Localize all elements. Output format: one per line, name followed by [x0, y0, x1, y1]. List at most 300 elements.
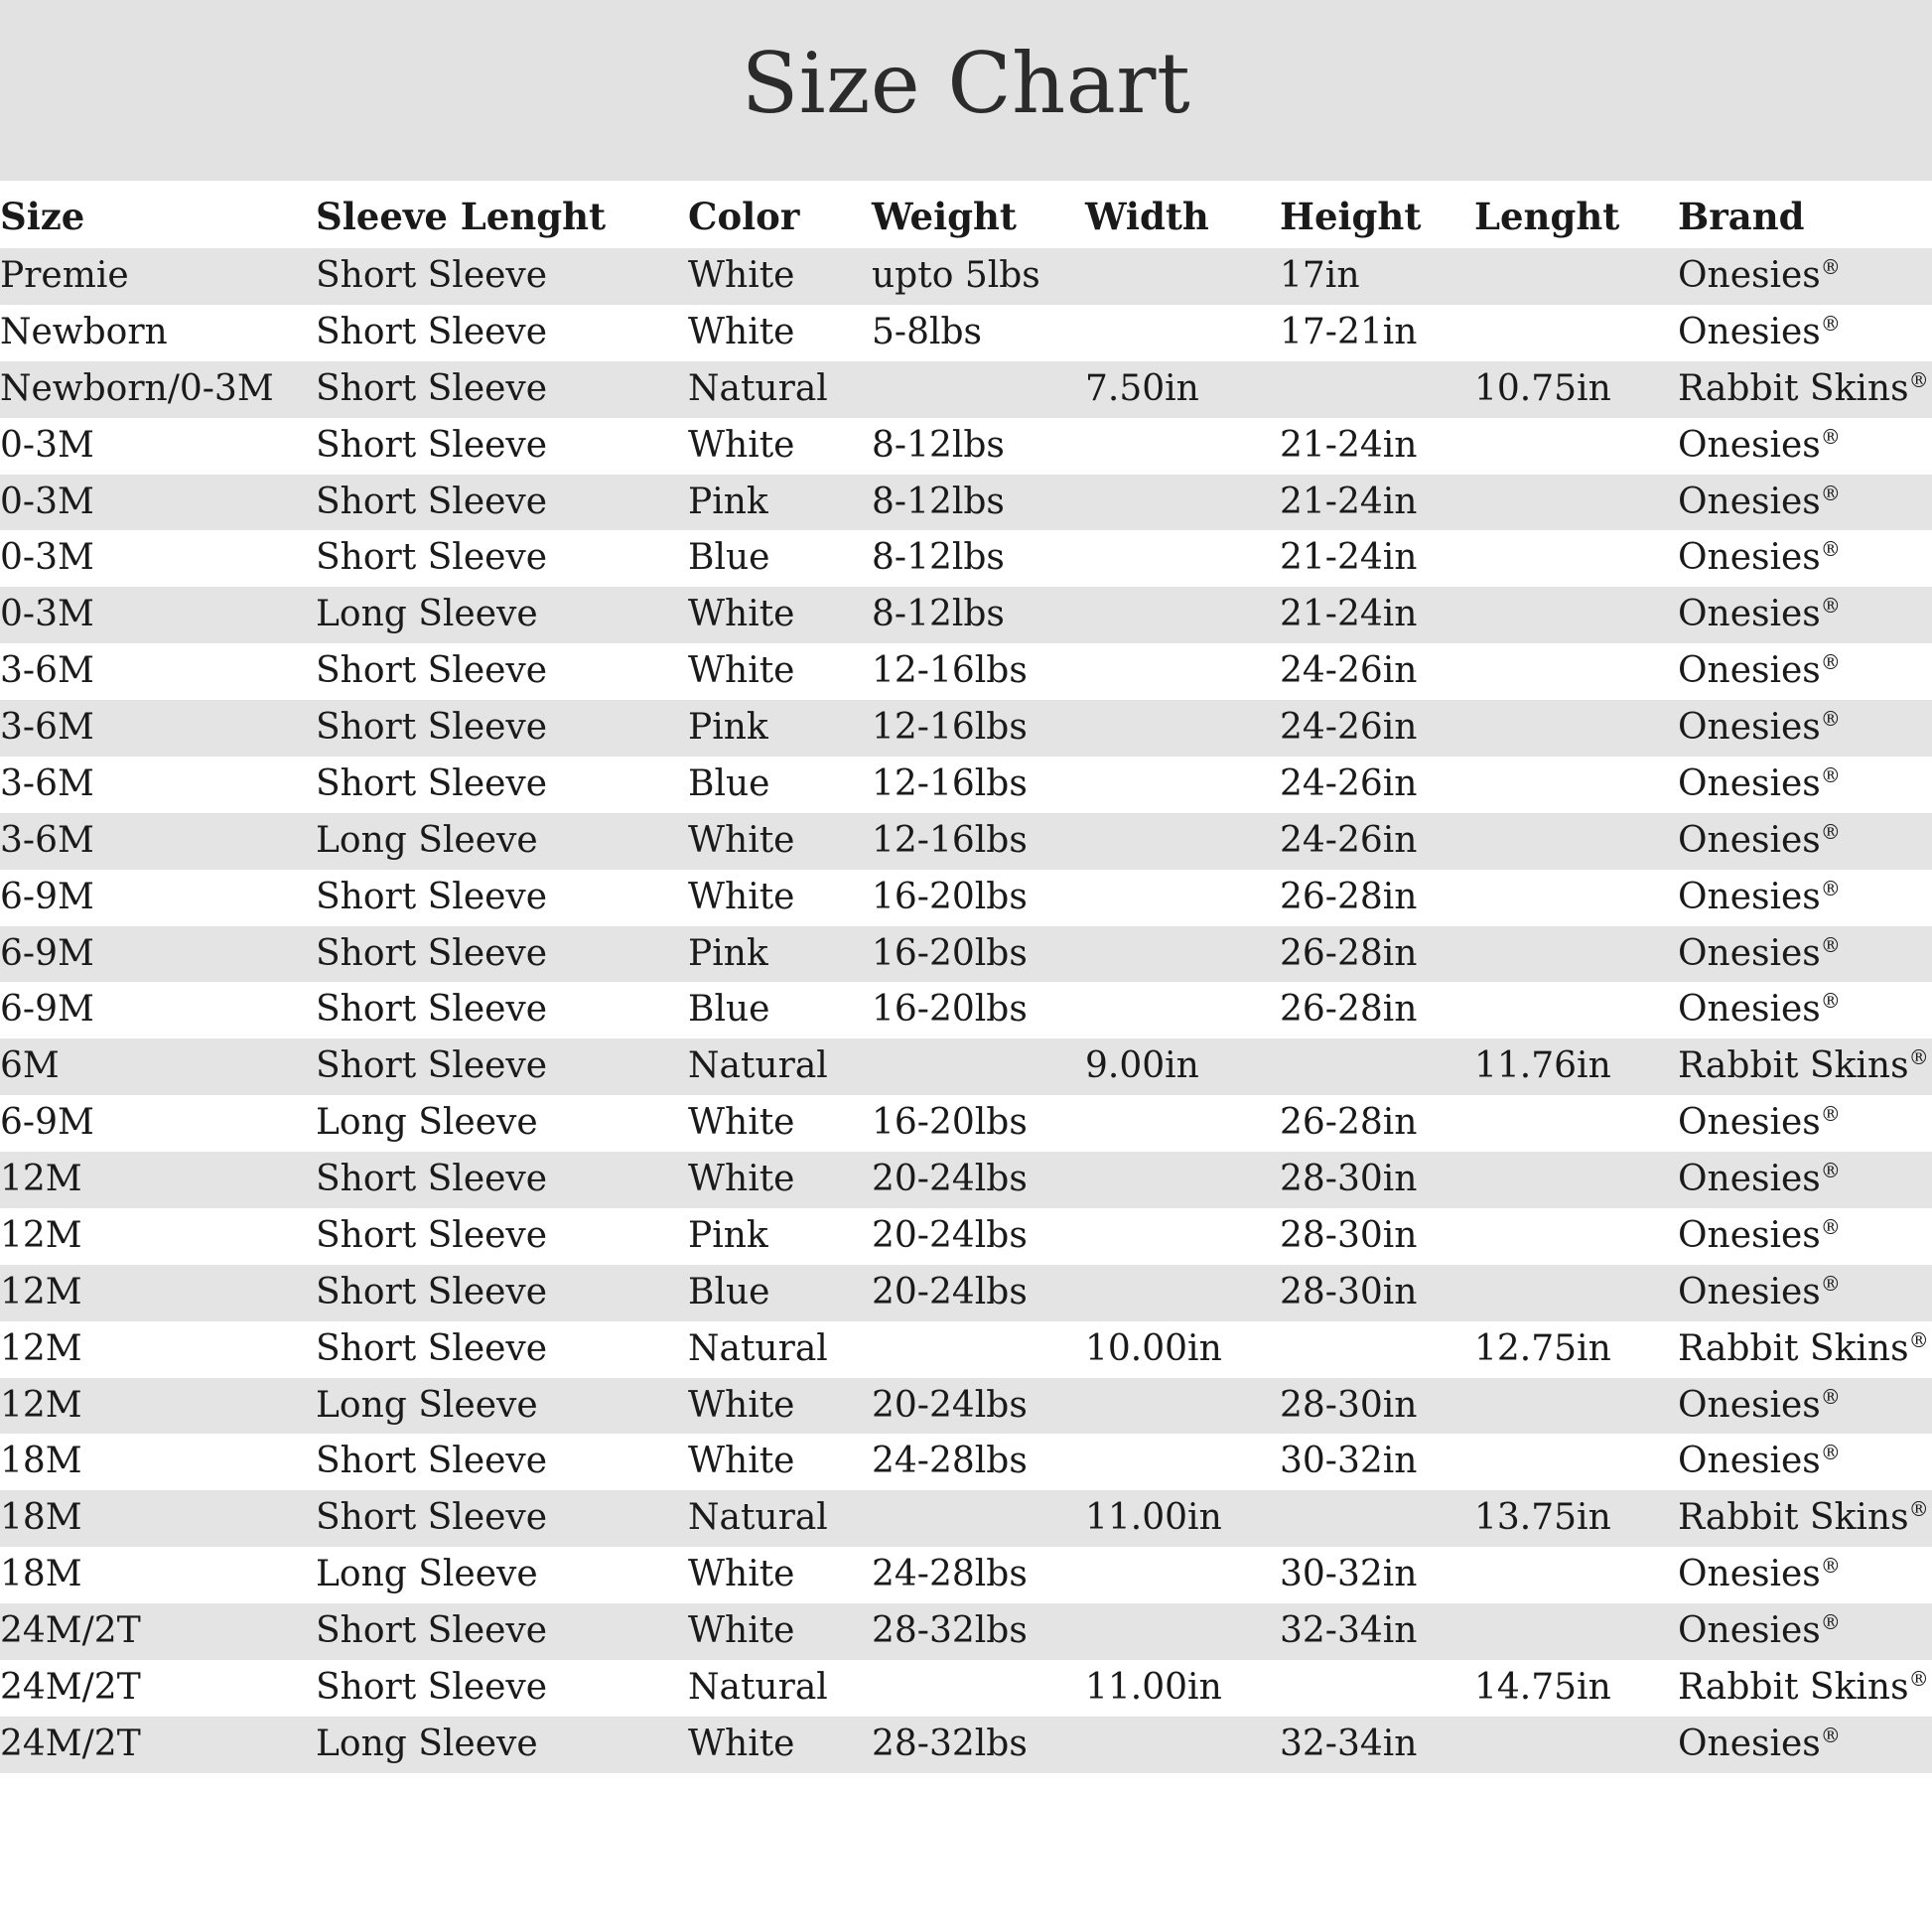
cell-brand [1678, 305, 1932, 361]
cell-height [1280, 1490, 1474, 1547]
cell-color: White [688, 248, 872, 305]
table-body [0, 248, 1932, 1773]
cell-lenght [1474, 248, 1678, 305]
brand-name: Rabbit Skins [1678, 367, 1909, 409]
cell-weight: 12-16lbs [872, 813, 1085, 870]
cell-size: 3-6M [0, 643, 316, 700]
cell-weight: 16-20lbs [872, 870, 1085, 926]
cell-weight [872, 361, 1085, 418]
table-row [0, 530, 1932, 587]
cell-width: 10.00in [1085, 1321, 1280, 1378]
cell-lenght [1474, 305, 1678, 361]
cell-color: White [688, 1434, 872, 1490]
cell-height: 30-32in [1280, 1547, 1474, 1603]
cell-weight [872, 1038, 1085, 1095]
brand-name: Onesies [1678, 762, 1821, 804]
registered-trademark-icon: ® [1820, 481, 1841, 505]
cell-width [1085, 1434, 1280, 1490]
cell-weight: 20-24lbs [872, 1208, 1085, 1265]
cell-size: 12M [0, 1378, 316, 1435]
cell-weight: 8-12lbs [872, 587, 1085, 643]
table-row [0, 813, 1932, 870]
cell-size: 0-3M [0, 530, 316, 587]
cell-size: 24M/2T [0, 1717, 316, 1773]
cell-lenght [1474, 475, 1678, 531]
cell-lenght [1474, 757, 1678, 813]
cell-color: White [688, 1152, 872, 1208]
cell-lenght [1474, 1603, 1678, 1660]
cell-width: 11.00in [1085, 1660, 1280, 1717]
size-chart-table [0, 181, 1932, 1773]
cell-width [1085, 757, 1280, 813]
cell-sleeve-lenght: Short Sleeve [316, 757, 688, 813]
table-row [0, 475, 1932, 531]
cell-color: White [688, 1378, 872, 1435]
brand-name: Onesies [1678, 537, 1821, 579]
cell-lenght [1474, 587, 1678, 643]
cell-height: 24-26in [1280, 700, 1474, 757]
cell-brand [1678, 1321, 1932, 1378]
registered-trademark-icon: ® [1820, 1723, 1841, 1747]
cell-height: 32-34in [1280, 1603, 1474, 1660]
cell-sleeve-lenght: Short Sleeve [316, 1660, 688, 1717]
cell-size: Newborn [0, 305, 316, 361]
cell-color: White [688, 418, 872, 475]
brand-name: Onesies [1678, 1271, 1821, 1312]
cell-height: 26-28in [1280, 870, 1474, 926]
cell-size: 6-9M [0, 926, 316, 983]
cell-lenght [1474, 926, 1678, 983]
cell-brand [1678, 1378, 1932, 1435]
cell-height: 26-28in [1280, 1095, 1474, 1152]
column-header-width: Width [1085, 181, 1280, 248]
column-header-color: Color [688, 181, 872, 248]
cell-weight [872, 1490, 1085, 1547]
brand-name: Onesies [1678, 481, 1821, 522]
table-row [0, 248, 1932, 305]
cell-size: 6-9M [0, 870, 316, 926]
cell-lenght [1474, 700, 1678, 757]
cell-brand [1678, 1434, 1932, 1490]
cell-brand [1678, 1208, 1932, 1265]
table-row [0, 870, 1932, 926]
cell-brand [1678, 1490, 1932, 1547]
cell-size: 12M [0, 1152, 316, 1208]
cell-brand [1678, 361, 1932, 418]
registered-trademark-icon: ® [1820, 876, 1841, 900]
brand-name: Onesies [1678, 594, 1821, 635]
cell-weight: 28-32lbs [872, 1603, 1085, 1660]
table-row [0, 643, 1932, 700]
cell-height [1280, 361, 1474, 418]
cell-brand [1678, 1095, 1932, 1152]
cell-height [1280, 1321, 1474, 1378]
cell-lenght [1474, 1208, 1678, 1265]
cell-brand [1678, 248, 1932, 305]
cell-width [1085, 700, 1280, 757]
cell-lenght [1474, 1547, 1678, 1603]
column-header-sleeve-lenght: Sleeve Lenght [316, 181, 688, 248]
brand-name: Onesies [1678, 311, 1821, 352]
table-row [0, 700, 1932, 757]
cell-height [1280, 1038, 1474, 1095]
cell-color: Pink [688, 475, 872, 531]
cell-brand [1678, 926, 1932, 983]
cell-lenght: 10.75in [1474, 361, 1678, 418]
cell-brand [1678, 700, 1932, 757]
table-row [0, 305, 1932, 361]
cell-height: 21-24in [1280, 418, 1474, 475]
cell-color: Blue [688, 757, 872, 813]
cell-size: 12M [0, 1265, 316, 1321]
cell-color: Natural [688, 1660, 872, 1717]
cell-height: 28-30in [1280, 1265, 1474, 1321]
brand-name: Onesies [1678, 1723, 1821, 1764]
cell-color: Natural [688, 361, 872, 418]
cell-color: White [688, 1717, 872, 1773]
cell-lenght [1474, 1152, 1678, 1208]
cell-size: 6M [0, 1038, 316, 1095]
cell-weight: 20-24lbs [872, 1378, 1085, 1435]
table-row [0, 757, 1932, 813]
cell-width [1085, 1265, 1280, 1321]
cell-lenght: 14.75in [1474, 1660, 1678, 1717]
cell-color: White [688, 1095, 872, 1152]
cell-lenght [1474, 1717, 1678, 1773]
registered-trademark-icon: ® [1820, 762, 1841, 787]
table-row [0, 1378, 1932, 1435]
cell-brand [1678, 1038, 1932, 1095]
cell-color: White [688, 870, 872, 926]
cell-height: 24-26in [1280, 813, 1474, 870]
brand-name: Onesies [1678, 876, 1821, 917]
cell-weight: 24-28lbs [872, 1434, 1085, 1490]
cell-size: 3-6M [0, 813, 316, 870]
cell-size: 0-3M [0, 418, 316, 475]
cell-lenght [1474, 1095, 1678, 1152]
brand-name: Onesies [1678, 1102, 1821, 1144]
cell-height: 21-24in [1280, 475, 1474, 531]
cell-size: 3-6M [0, 700, 316, 757]
cell-size: 12M [0, 1208, 316, 1265]
cell-width [1085, 1095, 1280, 1152]
registered-trademark-icon: ® [1820, 537, 1841, 562]
cell-sleeve-lenght: Short Sleeve [316, 305, 688, 361]
cell-weight: 8-12lbs [872, 530, 1085, 587]
cell-brand [1678, 587, 1932, 643]
cell-size: Newborn/0-3M [0, 361, 316, 418]
cell-size: Premie [0, 248, 316, 305]
cell-lenght [1474, 1434, 1678, 1490]
cell-brand [1678, 418, 1932, 475]
registered-trademark-icon: ® [1908, 1045, 1929, 1070]
cell-sleeve-lenght: Short Sleeve [316, 1038, 688, 1095]
brand-name: Rabbit Skins [1678, 1045, 1909, 1087]
cell-size: 3-6M [0, 757, 316, 813]
cell-width [1085, 643, 1280, 700]
registered-trademark-icon: ® [1820, 1441, 1841, 1465]
registered-trademark-icon: ® [1908, 367, 1929, 392]
cell-brand [1678, 757, 1932, 813]
column-header-lenght: Lenght [1474, 181, 1678, 248]
page-title: Size Chart [741, 35, 1191, 132]
registered-trademark-icon: ® [1820, 1610, 1841, 1634]
registered-trademark-icon: ® [1820, 424, 1841, 449]
cell-width [1085, 587, 1280, 643]
cell-weight: 16-20lbs [872, 982, 1085, 1038]
table-header-row [0, 181, 1932, 248]
registered-trademark-icon: ® [1908, 1327, 1929, 1352]
column-header-height: Height [1280, 181, 1474, 248]
table-row [0, 1038, 1932, 1095]
cell-width [1085, 475, 1280, 531]
cell-color: Blue [688, 982, 872, 1038]
cell-width [1085, 870, 1280, 926]
cell-lenght [1474, 1378, 1678, 1435]
cell-sleeve-lenght: Short Sleeve [316, 530, 688, 587]
cell-width [1085, 1378, 1280, 1435]
cell-sleeve-lenght: Short Sleeve [316, 870, 688, 926]
cell-sleeve-lenght: Long Sleeve [316, 1717, 688, 1773]
table-row [0, 1321, 1932, 1378]
cell-height: 24-26in [1280, 757, 1474, 813]
table-row [0, 1152, 1932, 1208]
cell-color: White [688, 587, 872, 643]
cell-size: 18M [0, 1547, 316, 1603]
registered-trademark-icon: ® [1820, 819, 1841, 844]
table-row [0, 1660, 1932, 1717]
cell-height [1280, 1660, 1474, 1717]
brand-name: Rabbit Skins [1678, 1666, 1909, 1708]
cell-height: 28-30in [1280, 1378, 1474, 1435]
cell-sleeve-lenght: Long Sleeve [316, 587, 688, 643]
cell-weight: 28-32lbs [872, 1717, 1085, 1773]
cell-sleeve-lenght: Long Sleeve [316, 1095, 688, 1152]
cell-color: Blue [688, 530, 872, 587]
cell-weight: upto 5lbs [872, 248, 1085, 305]
cell-size: 24M/2T [0, 1603, 316, 1660]
cell-sleeve-lenght: Short Sleeve [316, 700, 688, 757]
brand-name: Onesies [1678, 1214, 1821, 1256]
brand-name: Rabbit Skins [1678, 1327, 1909, 1369]
cell-width [1085, 1152, 1280, 1208]
cell-size: 6-9M [0, 1095, 316, 1152]
cell-size: 18M [0, 1434, 316, 1490]
registered-trademark-icon: ® [1820, 1214, 1841, 1239]
cell-color: Pink [688, 700, 872, 757]
cell-weight: 16-20lbs [872, 926, 1085, 983]
cell-sleeve-lenght: Long Sleeve [316, 813, 688, 870]
cell-size: 6-9M [0, 982, 316, 1038]
cell-sleeve-lenght: Short Sleeve [316, 1434, 688, 1490]
cell-weight: 20-24lbs [872, 1152, 1085, 1208]
cell-color: Natural [688, 1490, 872, 1547]
title-band [0, 0, 1932, 181]
brand-name: Onesies [1678, 255, 1821, 296]
cell-lenght [1474, 418, 1678, 475]
cell-weight: 12-16lbs [872, 757, 1085, 813]
cell-lenght: 12.75in [1474, 1321, 1678, 1378]
cell-sleeve-lenght: Short Sleeve [316, 475, 688, 531]
cell-sleeve-lenght: Short Sleeve [316, 418, 688, 475]
table-row [0, 361, 1932, 418]
registered-trademark-icon: ® [1908, 1497, 1929, 1522]
cell-width [1085, 1208, 1280, 1265]
cell-height: 24-26in [1280, 643, 1474, 700]
cell-size: 24M/2T [0, 1660, 316, 1717]
column-header-weight: Weight [872, 181, 1085, 248]
table-row [0, 587, 1932, 643]
cell-brand [1678, 1603, 1932, 1660]
cell-size: 12M [0, 1321, 316, 1378]
cell-weight: 24-28lbs [872, 1547, 1085, 1603]
cell-width [1085, 926, 1280, 983]
cell-lenght [1474, 813, 1678, 870]
cell-width [1085, 248, 1280, 305]
cell-brand [1678, 475, 1932, 531]
cell-color: White [688, 305, 872, 361]
cell-color: Blue [688, 1265, 872, 1321]
cell-height: 17-21in [1280, 305, 1474, 361]
cell-size: 18M [0, 1490, 316, 1547]
cell-sleeve-lenght: Short Sleeve [316, 1208, 688, 1265]
cell-width [1085, 305, 1280, 361]
cell-color: White [688, 643, 872, 700]
cell-width [1085, 813, 1280, 870]
cell-sleeve-lenght: Long Sleeve [316, 1547, 688, 1603]
cell-sleeve-lenght: Short Sleeve [316, 1603, 688, 1660]
cell-size: 0-3M [0, 475, 316, 531]
cell-brand [1678, 1717, 1932, 1773]
cell-lenght [1474, 530, 1678, 587]
cell-brand [1678, 643, 1932, 700]
cell-height: 30-32in [1280, 1434, 1474, 1490]
cell-color: White [688, 1547, 872, 1603]
registered-trademark-icon: ® [1820, 1102, 1841, 1127]
cell-height: 32-34in [1280, 1717, 1474, 1773]
brand-name: Rabbit Skins [1678, 1497, 1909, 1539]
brand-name: Onesies [1678, 1384, 1821, 1426]
cell-weight: 12-16lbs [872, 643, 1085, 700]
cell-weight: 20-24lbs [872, 1265, 1085, 1321]
cell-size: 0-3M [0, 587, 316, 643]
table-row [0, 1717, 1932, 1773]
table-row [0, 1434, 1932, 1490]
cell-height: 28-30in [1280, 1152, 1474, 1208]
cell-color: Pink [688, 926, 872, 983]
cell-sleeve-lenght: Short Sleeve [316, 361, 688, 418]
registered-trademark-icon: ® [1820, 650, 1841, 675]
registered-trademark-icon: ® [1820, 989, 1841, 1014]
cell-lenght: 13.75in [1474, 1490, 1678, 1547]
cell-width [1085, 530, 1280, 587]
table-row [0, 1490, 1932, 1547]
brand-name: Onesies [1678, 1554, 1821, 1595]
cell-brand [1678, 1547, 1932, 1603]
brand-name: Onesies [1678, 1441, 1821, 1482]
registered-trademark-icon: ® [1820, 1271, 1841, 1296]
cell-lenght: 11.76in [1474, 1038, 1678, 1095]
cell-brand [1678, 1660, 1932, 1717]
registered-trademark-icon: ® [1820, 1554, 1841, 1579]
cell-width [1085, 418, 1280, 475]
cell-sleeve-lenght: Short Sleeve [316, 1490, 688, 1547]
brand-name: Onesies [1678, 819, 1821, 861]
cell-width: 9.00in [1085, 1038, 1280, 1095]
cell-height: 26-28in [1280, 982, 1474, 1038]
cell-color: Natural [688, 1321, 872, 1378]
cell-brand [1678, 870, 1932, 926]
cell-color: White [688, 813, 872, 870]
table-row [0, 418, 1932, 475]
cell-sleeve-lenght: Short Sleeve [316, 1321, 688, 1378]
cell-brand [1678, 1152, 1932, 1208]
cell-height: 28-30in [1280, 1208, 1474, 1265]
cell-width [1085, 1603, 1280, 1660]
cell-lenght [1474, 643, 1678, 700]
cell-color: Pink [688, 1208, 872, 1265]
cell-sleeve-lenght: Short Sleeve [316, 982, 688, 1038]
brand-name: Onesies [1678, 1159, 1821, 1199]
brand-name: Onesies [1678, 989, 1821, 1031]
table-row [0, 1603, 1932, 1660]
cell-height: 21-24in [1280, 587, 1474, 643]
cell-height: 17in [1280, 248, 1474, 305]
column-header-size: Size [0, 181, 316, 248]
cell-width [1085, 1547, 1280, 1603]
cell-color: Natural [688, 1038, 872, 1095]
table-header [0, 181, 1932, 248]
registered-trademark-icon: ® [1908, 1666, 1929, 1691]
table-row [0, 1095, 1932, 1152]
cell-sleeve-lenght: Short Sleeve [316, 1152, 688, 1208]
table-row [0, 982, 1932, 1038]
cell-height: 26-28in [1280, 926, 1474, 983]
cell-brand [1678, 530, 1932, 587]
cell-width [1085, 982, 1280, 1038]
cell-brand [1678, 813, 1932, 870]
cell-weight [872, 1321, 1085, 1378]
registered-trademark-icon: ® [1820, 1159, 1841, 1182]
brand-name: Onesies [1678, 1610, 1821, 1651]
cell-weight: 8-12lbs [872, 418, 1085, 475]
registered-trademark-icon: ® [1820, 594, 1841, 619]
cell-lenght [1474, 870, 1678, 926]
cell-brand [1678, 982, 1932, 1038]
cell-width: 7.50in [1085, 361, 1280, 418]
brand-name: Onesies [1678, 424, 1821, 466]
cell-lenght [1474, 1265, 1678, 1321]
table-row [0, 926, 1932, 983]
cell-sleeve-lenght: Short Sleeve [316, 1265, 688, 1321]
brand-name: Onesies [1678, 707, 1821, 748]
cell-weight: 5-8lbs [872, 305, 1085, 361]
cell-sleeve-lenght: Long Sleeve [316, 1378, 688, 1435]
registered-trademark-icon: ® [1820, 311, 1841, 336]
registered-trademark-icon: ® [1820, 255, 1841, 279]
brand-name: Onesies [1678, 932, 1821, 974]
cell-sleeve-lenght: Short Sleeve [316, 248, 688, 305]
table-row [0, 1208, 1932, 1265]
cell-weight: 12-16lbs [872, 700, 1085, 757]
registered-trademark-icon: ® [1820, 1384, 1841, 1409]
column-header-brand: Brand [1678, 181, 1932, 248]
brand-name: Onesies [1678, 650, 1821, 692]
registered-trademark-icon: ® [1820, 932, 1841, 957]
cell-weight: 8-12lbs [872, 475, 1085, 531]
cell-height: 21-24in [1280, 530, 1474, 587]
cell-sleeve-lenght: Short Sleeve [316, 926, 688, 983]
